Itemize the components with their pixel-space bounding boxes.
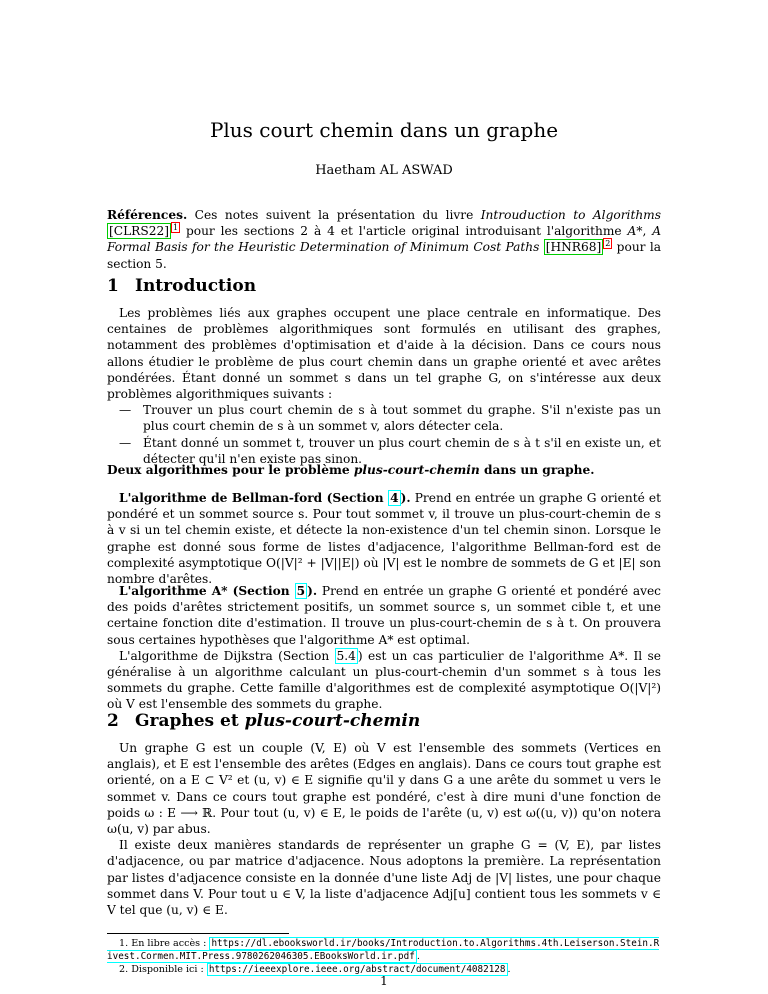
graph-definition-paragraph: Un graphe G est un couple (V, E) où V est l'ensemble des sommets (Vertices en anglais), et E est l'ensemble des arêtes (Edges en anglais). Dans ce cours tout graphe est orienté, on a E ⊂ V² et (u, v) ∈ E signifie qu'il y dans G a une arête du sommet u vers le sommet v. Dans ce cours tout graphe est pondéré, c'est à dire muni d'une fonction de poids ω : E ⟶ ℝ. Pour tout (u, v) ∈ E, le poids de l'arête (u, v) est ω((u, v)) qu'on notera ω(u, v) par abus.	[107, 741, 661, 837]
dijkstra-paragraph: L'algorithme de Dijkstra (Section 5.4 ) est un cas particulier de l'algorithme A*. Il se généralise à un algorithme calculant un plus-court-chemin d'un sommet s à tous les sommets du graphe. Cette famille d'algorithmes est de complexité asymptotique O(|V|²) où V est l'ensemble des sommets du graphe.	[107, 648, 662, 712]
page-title: Plus court chemin dans un graphe	[209, 118, 559, 142]
footnote-1-link[interactable]: https://dl.ebooksworld.ir/books/Introduction.to.Algorithms.4th.Leiserson.Stein.Rivest.Cormen.MIT.Press.9780262046305.EBooksWorld.ir.pdf	[107, 938, 660, 962]
footnote-2: 2. Disponible ici : https://ieeexplore.ieee.org/abstract/document/4082128 .	[119, 964, 511, 975]
astar-paragraph: L'algorithme A* (Section 5 ). Prend en entrée un graphe G orienté et pondéré avec des poids d'arêtes strictement positifs, un sommet source s, un sommet cible t, et une certaine fonction dite d'estimation. Il trouve un plus-court-chemin de s à t. On prouvera sous certaines hypothèses que l'algorithme A* est optimal. L'algorithme de Dijkstra (Section 5.4 ) est un cas particulier de l'algorithme A*. Il se généralise à un algorithme calculant un plus-court-chemin d'un sommet s à tous les sommets du graphe. Cette famille d'algorithmes est de complexité asymptotique O(|V|²) où V est l'ensemble des sommets du graphe.	[107, 584, 662, 712]
author: Haetham AL ASWAD	[315, 163, 453, 178]
paper-title: A Formal Basis for the Heuristic Determination of Minimum Cost Paths	[107, 224, 662, 255]
footnote-ref-2[interactable]: 2	[605, 239, 611, 249]
footnote-2-link[interactable]: https://ieeexplore.ieee.org/abstract/document/4082128	[208, 964, 506, 975]
section-heading-introduction: 1 Introduction	[107, 276, 257, 296]
intro-paragraph: Les problèmes liés aux graphes occupent une place centrale en informatique. Des centaines de problèmes algorithmiques sont formulés en utilisant des graphes, notamment des problèmes d'optimisation et d'aide à la décision. Dans ce cours nous allons étudier le problème de plus court chemin dans un graphe orienté et avec arêtes pondérées. Étant donné un sommet s dans un tel graphe G, on s'intéresse aux deux problèmes algorithmiques suivants :	[107, 306, 661, 402]
section-heading-graphes: 2 Graphes et plus-court-chemin	[107, 711, 421, 731]
references-paragraph: Références. Ces notes suivent la présentation du livre Introuduction to Algorithms [CLRS22] $^1$ pour les sections 2 à 4 et l'article original introduisant l'algorithme A*, A Formal Basis for the Heuristic Determination of Minimum Cost Paths [HNR68] $^2$ pour la section 5.	[107, 208, 662, 271]
adjacency-paragraph: Il existe deux manières standards de représenter un graphe G = (V, E), par listes d'adjacence, ou par matrice d'adjacence. Nous adoptons la première. La représentation par listes d'adjacence consiste en la donnée d'une liste Adj de |V| listes, une pour chaque sommet dans V. Pour tout u ∈ V, la liste d'adjacence Adj[u] contient tous les sommets v ∈ V tel que (u, v) ∈ E.	[107, 838, 661, 918]
footnote-ref-1[interactable]: 1	[172, 223, 179, 233]
graphes-body	[107, 740, 661, 918]
two-algorithms-heading: Deux algorithmes pour le problème plus-court-chemin dans un graphe.	[107, 463, 595, 477]
footnote-rule	[107, 933, 289, 934]
section-ref-5-4[interactable]: 5.4	[336, 648, 356, 663]
list-item: — Trouver un plus court chemin de s à tout sommet du graphe. S'il n'existe pas un plus court chemin de s à un sommet v, alors détecter cela.	[107, 402, 661, 434]
footnote-1: 1. En libre accès : https://dl.ebooksworld.ir/books/Introduction.to.Algorithms.4th.Leiserson.Stein.Rivest.Cormen.MIT.Press.9780262046305.EBooksWorld.ir.pdf .	[107, 938, 660, 962]
citation-hnr68[interactable]: [HNR68]	[545, 240, 602, 255]
references-label: Références.	[107, 208, 188, 222]
list-item: — Étant donné un sommet t, trouver un plus court chemin de s à t s'il en existe un, et détecter qu'il n'en existe pas sinon.	[107, 435, 661, 467]
section-ref-5[interactable]: 5	[296, 584, 306, 598]
bellman-ford-paragraph: L'algorithme de Bellman-ford (Section 4 ). Prend en entrée un graphe G orienté et pondéré et un sommet source s. Pour tout sommet v, il trouve un plus-court-chemin de s à v si un tel chemin existe, et détecte la non-existence d'un tel chemin sinon. Lorsque le graphe est donné sous forme de listes d'adjacence, l'algorithme Bellman-ford est de complexité asymptotique O(|V|² + |V||E|) où |V| est le nombre de sommets de G et |E| son nombre d'arêtes.	[107, 491, 662, 587]
problem-list	[107, 402, 661, 467]
introduction-body	[107, 305, 661, 467]
section-ref-4[interactable]: 4	[390, 491, 399, 505]
page-number: 1	[380, 974, 388, 988]
book-title: Introuduction to Algorithms	[480, 208, 661, 222]
citation-clrs22[interactable]: [CLRS22]	[109, 224, 169, 239]
footnotes	[107, 937, 661, 976]
